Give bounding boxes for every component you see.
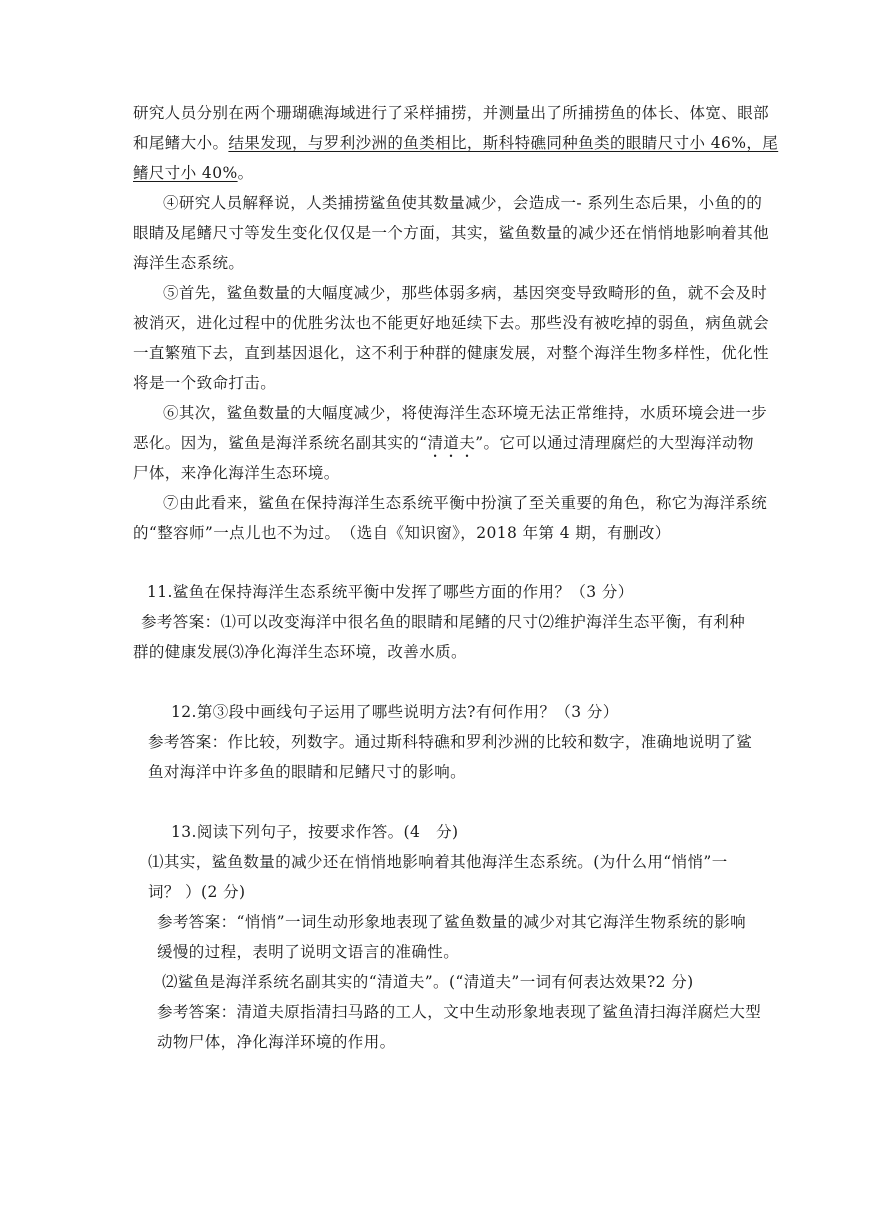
question-13-sub1-line2: 词？ ）(2 分) [148,883,246,901]
answer-13-2-line1: 参考答案：清道夫原指清扫马路的工人，文中生动形象地表现了鲨鱼清扫海洋腐烂大型 [157,1003,762,1021]
passage-p3-end: 。 [237,164,254,182]
answer-11-line1: 参考答案：⑴可以改变海洋中很名鱼的眼睛和尾鳍的尺寸⑵维护海洋生态平衡，有利种 [141,613,746,631]
passage-p3-line1: 研究人员分别在两个珊瑚礁海域进行了采样捕捞，并测量出了所捕捞鱼的体长、体宽、眼部 [133,104,770,122]
passage-p7-line1: ⑦由此看来，鲨鱼在保持海洋生态系统平衡中扮演了至关重要的角色，称它为海洋系统 [163,494,768,512]
answer-12-line1: 参考答案：作比较，列数字。通过斯科特礁和罗利沙洲的比较和数字，准确地说明了鲨 [148,733,753,751]
question-13-sub1-line1: ⑴其实，鲨鱼数量的减少还在悄悄地影响着其他海洋生态系统。(为什么用“悄悄”一 [148,853,728,871]
passage-p3-plain-text: 和尾鳍大小。 [133,134,229,152]
passage-p6-line2 [133,433,754,461]
question-13: 13.阅读下列句子，按要求作答。(4 分) [171,823,459,841]
underlined-sentence-part1: 结果发现，与罗利沙洲的鱼类相比，斯科特礁同种鱼类的眼睛尺寸小 46%，尾 [228,134,779,152]
passage-p5-line2: 被消灭，进化过程中的优胜劣汰也不能更好地延续下去。那些没有被吃掉的弱鱼，病鱼就会 [133,314,770,332]
emphasized-term: 清道夫 [427,434,476,452]
passage-p6-text-a: 恶化。因为，鲨鱼是海洋系统名副其实的“ [133,434,428,452]
passage-p4-line3: 海洋生态系统。 [133,254,245,272]
question-12: 12.第③段中画线句子运用了哪些说明方法?有何作用？（3 分） [171,703,619,721]
passage-p5-line4: 将是一个致命打击。 [133,374,277,392]
answer-11-line2: 群的健康发展⑶净化海洋生态环境，改善水质。 [133,643,467,661]
answer-13-2-line2: 动物尸体，净化海洋环境的作用。 [157,1033,396,1051]
passage-p6-line3: 尸体，来净化海洋生态环境。 [133,464,340,482]
passage-p3-line2 [133,133,778,153]
passage-p5-line3: 一直繁殖下去，直到基因退化，这不利于种群的健康发展，对整个海洋生物多样性，优化性 [133,344,770,362]
underlined-sentence-part2: 鳍尺寸小 40% [133,164,238,182]
question-11: 11.鲨鱼在保持海洋生态系统平衡中发挥了哪些方面的作用？（3 分） [147,583,634,601]
passage-p3-line3 [133,163,254,183]
answer-13-1-line2: 缓慢的过程，表明了说明文语言的准确性。 [157,943,460,961]
question-13-sub2: ⑵鲨鱼是海洋系统名副其实的“清道夫”。(“清道夫”一词有何表达效果?2 分) [162,973,694,991]
passage-p5-line1: ⑤首先，鲨鱼数量的大幅度减少，那些体弱多病，基因突变导致畸形的鱼，就不会及时 [163,284,768,302]
answer-12-line2: 鱼对海洋中许多鱼的眼睛和尼鳍尺寸的影响。 [148,763,467,781]
passage-p4-line1: ④研究人员解释说，人类捕捞鲨鱼使其数量减少，会造成一- 系列生态后果，小鱼的的 [163,194,763,212]
passage-p7-line2-source: 的“整容师”一点儿也不为过。 （选自《知识窗》，2018 年第 4 期，有删改） [133,524,671,542]
passage-p6-line1: ⑥其次，鲨鱼数量的大幅度减少，将使海洋生态环境无法正常维持，水质环境会进一步 [163,404,768,422]
passage-p4-line2: 眼睛及尾鳍尺寸等发生变化仅仅是一个方面，其实，鲨鱼数量的减少还在悄悄地影响着其他 [133,224,770,242]
answer-13-1-line1: 参考答案：“悄悄”一词生动形象地表现了鲨鱼数量的减少对其它海洋生物系统的影响 [157,913,747,931]
passage-p6-text-b: ”。它可以通过清理腐烂的大型海洋动物 [475,434,754,452]
